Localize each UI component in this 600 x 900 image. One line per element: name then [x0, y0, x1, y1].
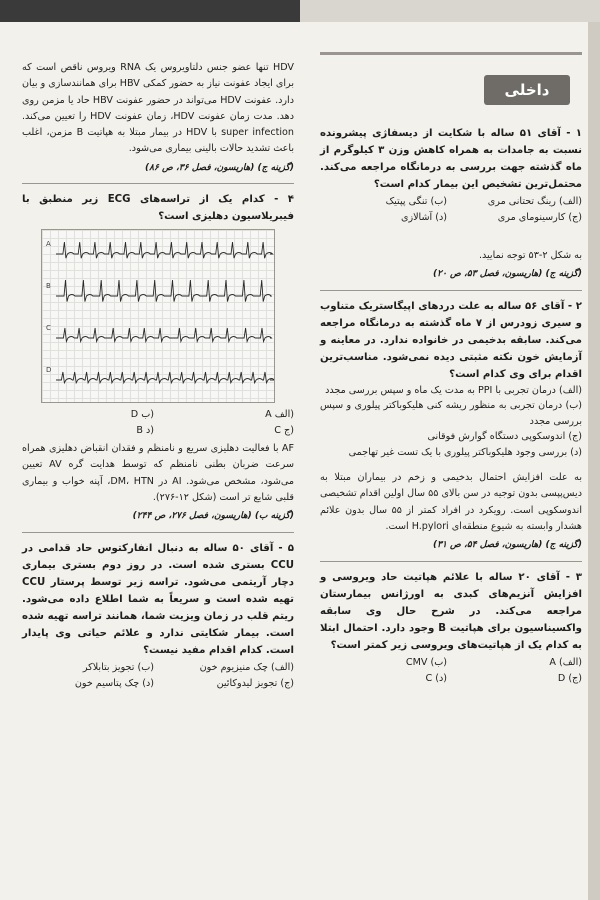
option-b[interactable]: (ب) درمان تجربی به منظور ریشه کنی هلیکوباکتر پیلوری و سپس بررسی مجدد: [320, 400, 582, 427]
ecg-trace: [56, 328, 272, 342]
q4-options: [22, 407, 294, 439]
q1-options: [320, 194, 582, 226]
top-band-dark: [0, 0, 300, 22]
option-a[interactable]: (الف) رینگ تحتانی مری: [487, 196, 582, 207]
option-c[interactable]: (ج) تجویز لیدوکائین: [216, 677, 294, 689]
ecg-trace: [56, 280, 271, 302]
q1-reference: (گزینه ج) (هاریسون، فصل ۵۳، ص ۲۰): [433, 269, 582, 280]
hdv-reference: (گزینه ج) (هاریسون، فصل ۳۶، ص ۸۶): [145, 162, 294, 173]
option-d[interactable]: (د) چک پتاسیم خون: [74, 677, 154, 689]
question-3: ۳ - آقای ۲۰ ساله با علائم هپاتیت حاد ویروسی و افزایش آنزیم‌های کبدی به اورژانس بیمارستان مراجعه می‌کند. در شرح حال وی سابقه واکسیناسیون برای هپاتیت B وجود دارد. احتمال ابتلا به کدام یک از هپاتیت‌های ویروسی زیر کمتر است؟: [320, 571, 582, 651]
q1-answer: به شکل ۲-۵۳ توجه نمایید.: [478, 250, 582, 261]
q2-reference: (گزینه ج) (هاریسون، فصل ۵۴، ص ۳۱): [433, 540, 582, 551]
q3-options: [320, 655, 582, 687]
ecg-lead-label: A: [46, 240, 51, 249]
divider: [22, 532, 294, 533]
divider: [320, 561, 582, 562]
option-d[interactable]: (د) آشالازی: [400, 212, 447, 223]
question-2: ۲ - آقای ۵۶ ساله به علت دردهای اپیگاستریک متناوب و سیری زودرس از ۷ ماه گذشته به درمانگاه مراجعه می‌کند. سابقه بدخیمی در خانواده ندارد. در معاینه و آزمایش خون نکته مثبتی دیده نمی‌شود. مناسب‌ترین اقدام برای وی کدام است؟: [320, 300, 582, 380]
hdv-explanation: HDV تنها عضو جنس دلتاویروس یک RNA ویروس ناقص است که برای ایجاد عفونت نیاز به حضور کمکی HBV برای همانندسازی و بیان دارد. عفونت HDV می‌تواند در حضور عفونت HBV حاد یا مزمن روی دهد. مدت زمان عفونت HDV، زمان عفونت HDV را تعیین می‌کند. super infection با HDV در بیمار مبتلا به هپاتیت B مزمن، اغلب باعث تشدید حالات بالینی بیماری می‌شود.: [22, 62, 294, 155]
ecg-lead-label: B: [46, 282, 51, 291]
ecg-lead-label: D: [46, 366, 52, 375]
ecg-figure: [41, 229, 275, 403]
option-d[interactable]: (د) بررسی وجود هلیکوباکتر پیلوری با یک تست غیر تهاجمی: [348, 446, 582, 458]
right-column: [320, 60, 582, 689]
question-5: ۵ - آقای ۵۰ ساله به دنبال انفارکتوس حاد قدامی در CCU بستری شده است. در روز دوم بستری بیماری دچار آریتمی می‌شود. تراسه زیر توسط پرستار CCU تهیه شده است و سریعاً به شما اطلاع داده می‌شود. ریتم قلب در زمان ویزیت شما، همانند تراسه تهیه شده است. بیمار شکایتی ندارد و علائم حیاتی وی پایدار است. کدام اقدام مفید نیست؟: [22, 542, 294, 656]
option-b[interactable]: (ب) تنگی پپتیک: [385, 196, 447, 207]
question-4: ۴ - کدام یک از تراسه‌های ECG زیر منطبق با فیبریلاسیون دهلیزی است؟: [22, 194, 294, 223]
option-d[interactable]: (د) C: [425, 672, 447, 684]
q2-options: [320, 383, 582, 461]
ecg-traces: [42, 230, 274, 402]
q2-answer: به علت افزایش احتمال بدخیمی و زخم در بیماران مبتلا به دیس‌پپسی بدون توجیه در سن بالای ۵۵ سال اولین اقدام تشخیصی اندوسکوپی است. رویکرد در افراد کمتر از ۵۵ سال بدون علائم هشدار وابسته به شیوع منطقه‌ای H.pylori است.: [320, 472, 582, 532]
option-a[interactable]: (الف) A: [549, 656, 582, 668]
ecg-trace: [56, 242, 273, 258]
option-a[interactable]: (الف) چک منیزیوم خون: [199, 661, 294, 673]
section-header: [320, 52, 582, 117]
page-top-band: [0, 0, 600, 22]
option-c[interactable]: (ج C: [274, 425, 294, 437]
option-a[interactable]: (الف) درمان تجربی با PPI به مدت یک ماه و سپس بررسی مجدد: [325, 384, 582, 396]
section-title: داخلی: [484, 75, 570, 105]
q5-options: [22, 660, 294, 692]
option-c[interactable]: (ج) کارسینومای مری: [497, 212, 582, 223]
q4-answer: AF با فعالیت دهلیزی سریع و نامنظم و فقدان انقباض دهلیزی همراه سرعت ضربان بطنی نامنظم که توسط هدایت گره AV تعیین می‌شود، مشخص می‌شود. AI در DM، HTN، آپنه خواب و بیماری قلبی شایع تر است (شکل ۱۲-۲۷۶).: [22, 443, 295, 503]
ecg-trace: [56, 372, 274, 383]
option-b[interactable]: (ب D: [130, 409, 154, 421]
page-edge-strip: [588, 22, 600, 900]
option-b[interactable]: (ب) تجویز بتابلاکر: [82, 661, 154, 673]
option-d[interactable]: (د B: [136, 425, 154, 437]
question-1: ۱ - آقای ۵۱ ساله با شکایت از دیسفاژی پیشرونده نسبت به جامدات به همراه کاهش وزن ۳ کیلوگرم از ماه گذشته جهت بررسی به درمانگاه مراجعه می‌کند. محتمل‌ترین تشخیص این بیمار کدام است؟: [320, 128, 582, 190]
option-c[interactable]: (ج) اندوسکوپی دستگاه گوارش فوقانی: [427, 431, 582, 443]
divider: [22, 183, 294, 184]
ecg-lead-label: C: [46, 324, 51, 333]
option-c[interactable]: (ج) D: [557, 672, 582, 684]
q4-reference: (گزینه ب) (هاریسون، فصل ۲۷۶، ص ۲۴۴): [132, 511, 294, 522]
option-b[interactable]: (ب) CMV: [405, 656, 447, 668]
divider: [320, 290, 582, 291]
option-a[interactable]: (الف A: [265, 409, 294, 421]
left-column: [22, 60, 294, 694]
